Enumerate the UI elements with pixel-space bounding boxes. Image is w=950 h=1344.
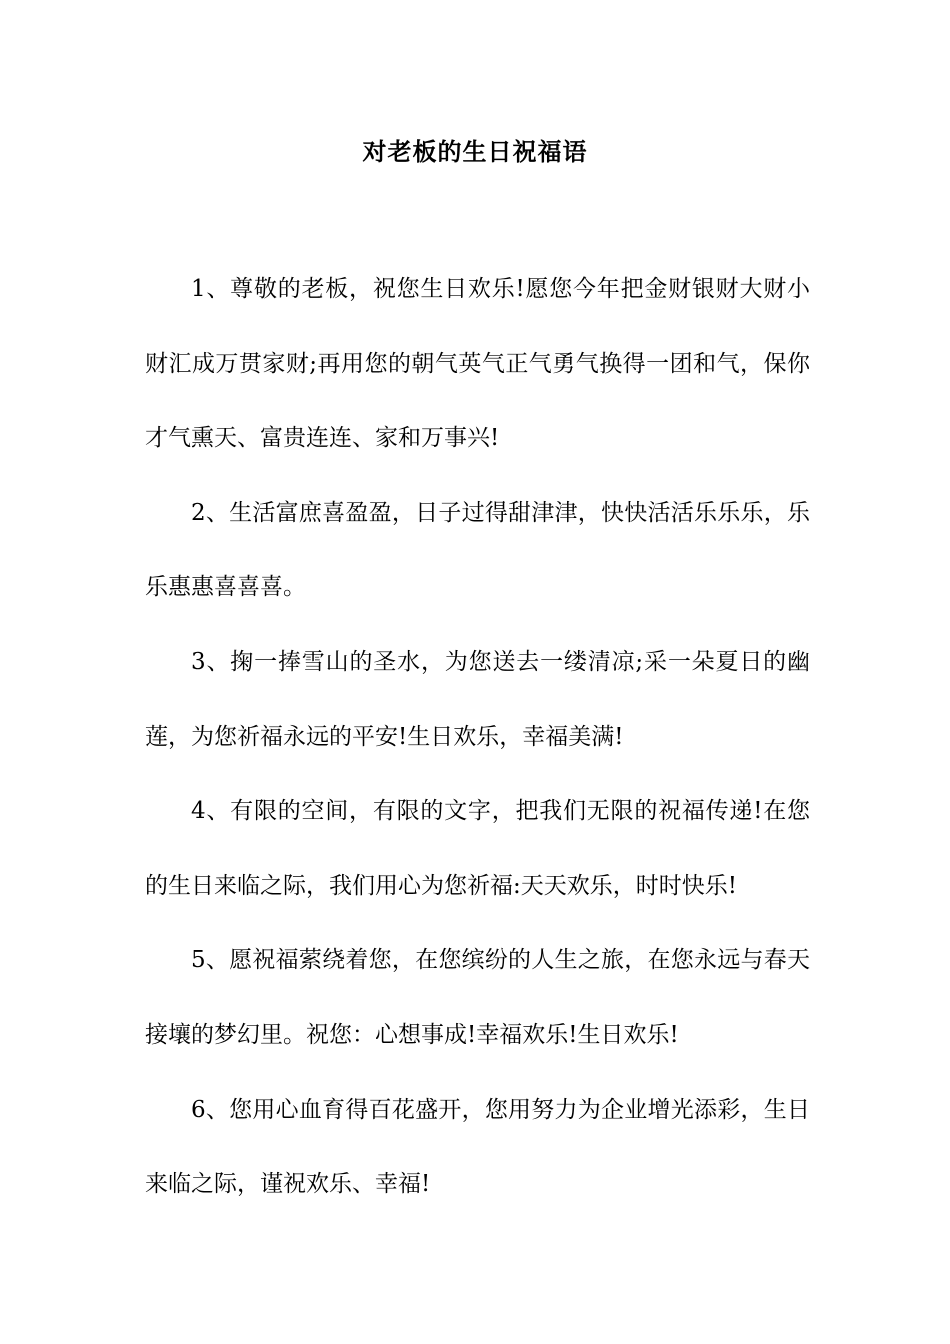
document-title: 对老板的生日祝福语 [362, 137, 588, 166]
paragraph-4: 4、有限的空间，有限的文字，把我们无限的祝福传递!在您的生日来临之际，我们用心为您祈福:天天欢乐，时时快乐! [145, 798, 810, 899]
paragraph-6: 6、您用心血育得百花盛开，您用努力为企业增光添彩，生日来临之际，谨祝欢乐、幸福! [145, 1096, 810, 1198]
paragraph-5: 5、愿祝福萦绕着您，在您缤纷的人生之旅，在您永远与春天接壤的梦幻里。祝您：心想事成!幸福欢乐!生日欢乐! [145, 947, 810, 1048]
document-body [145, 252, 810, 1222]
paragraph-2: 2、生活富庶喜盈盈，日子过得甜津津，快快活活乐乐乐，乐乐惠惠喜喜喜。 [145, 499, 810, 601]
paragraph-3: 3、掬一捧雪山的圣水，为您送去一缕清凉;采一朵夏日的幽莲，为您祈福永远的平安!生日欢乐，幸福美满! [145, 648, 810, 750]
paragraph-1: 1、尊敬的老板，祝您生日欢乐!愿您今年把金财银财大财小财汇成万贯家财;再用您的朝气英气正气勇气换得一团和气，保你才气熏天、富贵连连、家和万事兴! [145, 276, 810, 452]
